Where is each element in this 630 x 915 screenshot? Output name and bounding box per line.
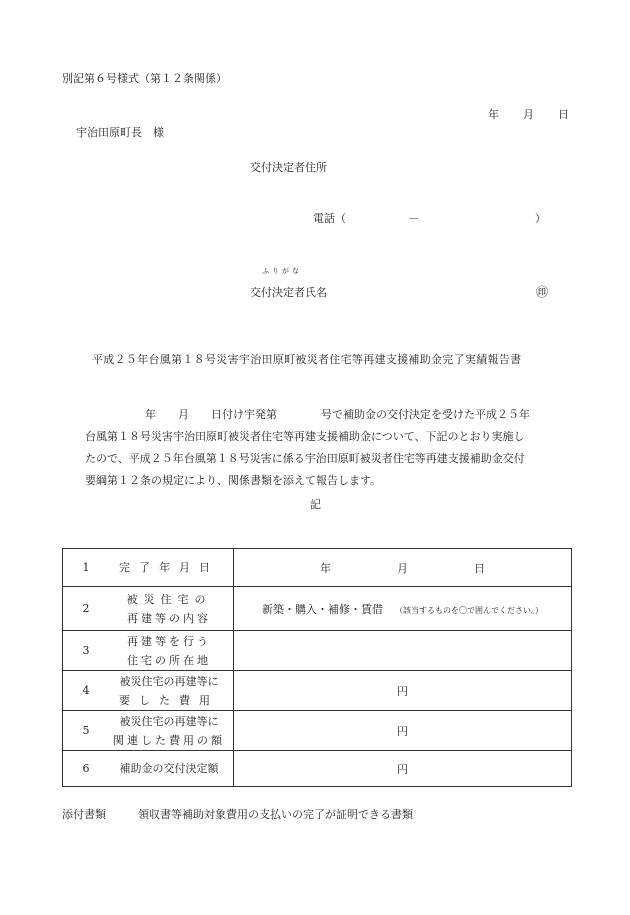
phone-label: 電話（ <box>313 212 346 225</box>
row-value: 円 <box>234 711 572 751</box>
row-value: 円 <box>234 751 572 787</box>
phone-line <box>313 210 546 226</box>
row-label: 被災住宅の 再建等の内容 <box>105 587 234 631</box>
row-number: 3 <box>63 631 106 671</box>
table-row <box>63 751 572 787</box>
row-value: 円 <box>234 671 572 711</box>
attachment-label: 添付書類 <box>62 808 106 821</box>
body-line: 台風第１８号災害宇治田原町被災者住宅等再建支援補助金について、下記のとおり実施し <box>85 430 525 443</box>
row-label: 補助金の交付決定額 <box>105 751 234 787</box>
furigana-label: ふりがな <box>262 267 302 275</box>
row-label: 被災住宅の再建等に 要した費用 <box>105 671 234 711</box>
row-value: 年 月 日 <box>234 549 572 587</box>
address-label: 交付決定者住所 <box>250 161 327 174</box>
day-label: 日 <box>558 108 569 121</box>
report-body <box>85 404 575 492</box>
table-row <box>63 671 572 711</box>
row-label: 再建等を行う 住宅の所在地 <box>105 631 234 671</box>
phone-close: ） <box>535 212 546 225</box>
row-number: 1 <box>63 549 106 587</box>
phone-dash: － <box>408 212 419 225</box>
addressee: 宇治田原町長 様 <box>76 126 164 139</box>
table-row <box>63 631 572 671</box>
name-label: 交付決定者氏名 <box>250 286 327 299</box>
row-number: 2 <box>63 587 106 631</box>
attachment-value: 領収書等補助対象費用の支払いの完了が証明できる書類 <box>138 808 413 821</box>
seal-icon: ㊞ <box>536 285 549 299</box>
row-number: 6 <box>63 751 106 787</box>
row-label: 完了年月日 <box>105 549 234 587</box>
body-line: たので、平成２５年台風第１８号災害に係る宇治田原町被災者住宅等再建支援補助金交付 <box>85 452 525 465</box>
row-number: 4 <box>63 671 106 711</box>
rebuild-options: 新築・購入・補修・賃借 <box>262 602 383 616</box>
table-row <box>63 549 572 587</box>
row-label: 被災住宅の再建等に 関連した費用の額 <box>105 711 234 751</box>
table-row <box>63 587 572 631</box>
rebuild-note: （該当するものを〇で囲んでください。） <box>395 605 543 615</box>
submission-date <box>488 106 569 122</box>
row-value <box>234 587 572 631</box>
attachments <box>62 806 413 822</box>
body-line: 年 月 日付け宇発第 号で補助金の交付決定を受けた平成２５年 <box>145 408 530 421</box>
year-label: 年 <box>488 108 499 121</box>
body-line: 要綱第１２条の規定により、関係書類を添えて報告します。 <box>85 474 382 487</box>
ki-heading: 記 <box>310 498 321 511</box>
row-number: 5 <box>63 711 106 751</box>
form-number: 別記第６号様式（第１２条関係） <box>62 72 227 85</box>
document-title: 平成２５年台風第１８号災害宇治田原町被災者住宅等再建支援補助金完了実績報告書 <box>92 353 522 366</box>
table-row <box>63 711 572 751</box>
report-table <box>62 548 572 787</box>
month-label: 月 <box>523 108 534 121</box>
row-value <box>234 631 572 671</box>
